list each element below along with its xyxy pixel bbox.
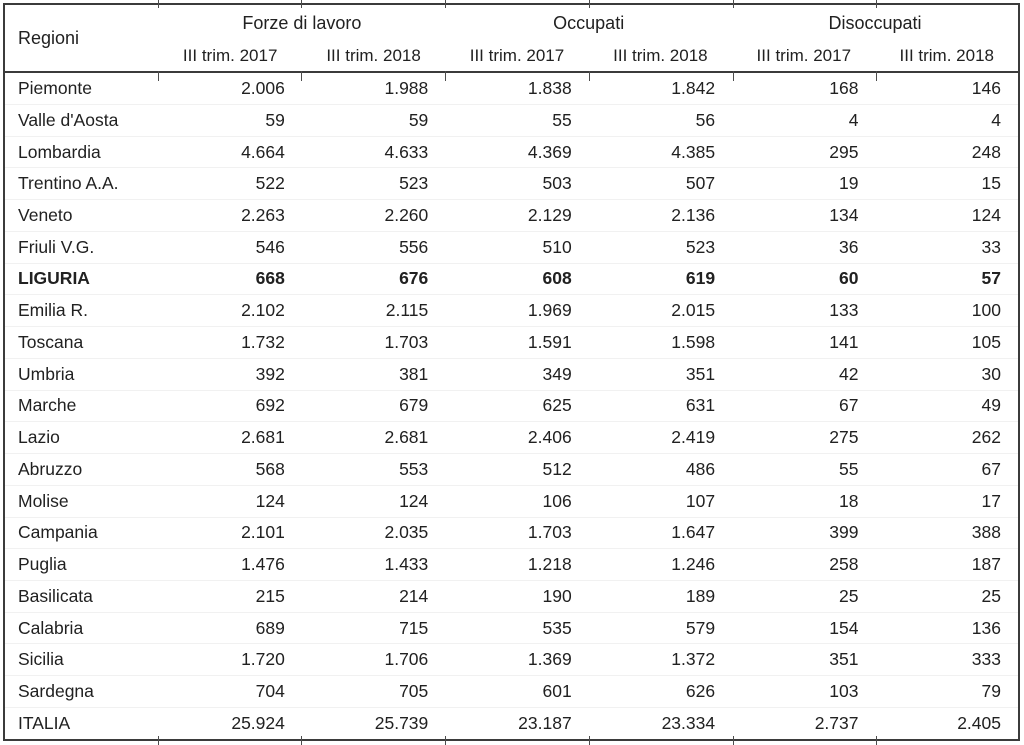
value-cell: 601 — [445, 676, 588, 708]
value-cell: 1.703 — [445, 517, 588, 549]
value-cell: 4 — [876, 104, 1020, 136]
table-row — [4, 168, 1019, 200]
region-name-cell: Toscana — [4, 327, 158, 359]
region-name-cell: Piemonte — [4, 72, 158, 104]
value-cell: 49 — [876, 390, 1020, 422]
value-cell: 133 — [732, 295, 875, 327]
gridline-stub — [301, 0, 302, 8]
gridline-stub — [445, 0, 446, 8]
value-cell: 625 — [445, 390, 588, 422]
value-cell: 146 — [876, 72, 1020, 104]
value-cell: 136 — [876, 612, 1020, 644]
value-cell: 187 — [876, 549, 1020, 581]
gridline-stub — [301, 71, 302, 81]
value-cell: 33 — [876, 231, 1020, 263]
value-cell: 134 — [732, 200, 875, 232]
value-cell: 2.681 — [302, 422, 445, 454]
value-cell: 546 — [158, 231, 301, 263]
value-cell: 30 — [876, 358, 1020, 390]
value-cell: 42 — [732, 358, 875, 390]
gridline-stub — [158, 0, 159, 8]
region-name-cell: Valle d'Aosta — [4, 104, 158, 136]
value-cell: 1.372 — [589, 644, 732, 676]
regional-labor-table — [3, 3, 1020, 741]
value-cell: 17 — [876, 485, 1020, 517]
value-cell: 2.405 — [876, 707, 1020, 740]
value-cell: 60 — [732, 263, 875, 295]
value-cell: 1.720 — [158, 644, 301, 676]
region-name-cell: ITALIA — [4, 707, 158, 740]
table-row — [4, 263, 1019, 295]
sub-header-occupati-2018: III trim. 2018 — [613, 46, 708, 65]
value-cell: 19 — [732, 168, 875, 200]
value-cell: 1.598 — [589, 327, 732, 359]
gridline-stub — [158, 736, 159, 745]
value-cell: 510 — [445, 231, 588, 263]
value-cell: 4.633 — [302, 136, 445, 168]
value-cell: 57 — [876, 263, 1020, 295]
value-cell: 351 — [732, 644, 875, 676]
value-cell: 715 — [302, 612, 445, 644]
value-cell: 381 — [302, 358, 445, 390]
value-cell: 704 — [158, 676, 301, 708]
statistics-table — [3, 3, 1020, 741]
value-cell: 705 — [302, 676, 445, 708]
region-name-cell: Friuli V.G. — [4, 231, 158, 263]
table-row — [4, 454, 1019, 486]
value-cell: 2.035 — [302, 517, 445, 549]
value-cell: 295 — [732, 136, 875, 168]
value-cell: 351 — [589, 358, 732, 390]
value-cell: 100 — [876, 295, 1020, 327]
region-name-cell: Sardegna — [4, 676, 158, 708]
value-cell: 214 — [302, 580, 445, 612]
region-name-cell: Calabria — [4, 612, 158, 644]
value-cell: 2.136 — [589, 200, 732, 232]
value-cell: 668 — [158, 263, 301, 295]
value-cell: 579 — [589, 612, 732, 644]
group-header-occupati: Occupati — [553, 12, 625, 33]
value-cell: 262 — [876, 422, 1020, 454]
value-cell: 154 — [732, 612, 875, 644]
value-cell: 626 — [589, 676, 732, 708]
region-name-cell: Umbria — [4, 358, 158, 390]
region-name-cell: Basilicata — [4, 580, 158, 612]
value-cell: 553 — [302, 454, 445, 486]
value-cell: 523 — [589, 231, 732, 263]
value-cell: 631 — [589, 390, 732, 422]
value-cell: 79 — [876, 676, 1020, 708]
table-row — [4, 136, 1019, 168]
value-cell: 689 — [158, 612, 301, 644]
region-name-cell: Lazio — [4, 422, 158, 454]
sub-header-forze-2017: III trim. 2017 — [182, 46, 278, 65]
value-cell: 523 — [302, 168, 445, 200]
value-cell: 1.591 — [445, 327, 588, 359]
region-name-cell: Abruzzo — [4, 454, 158, 486]
value-cell: 2.406 — [445, 422, 588, 454]
value-cell: 18 — [732, 485, 875, 517]
value-cell: 1.706 — [302, 644, 445, 676]
value-cell: 258 — [732, 549, 875, 581]
group-header-disoccupati: Disoccupati — [828, 12, 922, 33]
sub-header-disoccupati-2018: III trim. 2018 — [899, 46, 994, 65]
table-row — [4, 422, 1019, 454]
group-header-row — [4, 4, 1019, 41]
value-cell: 23.187 — [445, 707, 588, 740]
value-cell: 55 — [445, 104, 588, 136]
value-cell: 275 — [732, 422, 875, 454]
value-cell: 55 — [732, 454, 875, 486]
region-name-cell: LIGURIA — [4, 263, 158, 295]
value-cell: 4.369 — [445, 136, 588, 168]
value-cell: 25 — [876, 580, 1020, 612]
value-cell: 2.737 — [732, 707, 875, 740]
value-cell: 67 — [876, 454, 1020, 486]
value-cell: 4.385 — [589, 136, 732, 168]
value-cell: 349 — [445, 358, 588, 390]
value-cell: 1.246 — [589, 549, 732, 581]
value-cell: 25 — [732, 580, 875, 612]
gridline-stub — [876, 0, 877, 8]
value-cell: 2.681 — [158, 422, 301, 454]
value-cell: 619 — [589, 263, 732, 295]
value-cell: 1.988 — [302, 72, 445, 104]
gridline-stub — [876, 71, 877, 81]
value-cell: 59 — [158, 104, 301, 136]
value-cell: 333 — [876, 644, 1020, 676]
gridline-stub — [733, 71, 734, 81]
value-cell: 248 — [876, 136, 1020, 168]
value-cell: 679 — [302, 390, 445, 422]
table-row — [4, 580, 1019, 612]
value-cell: 676 — [302, 263, 445, 295]
table-row — [4, 104, 1019, 136]
value-cell: 2.006 — [158, 72, 301, 104]
value-cell: 4 — [732, 104, 875, 136]
region-name-cell: Campania — [4, 517, 158, 549]
region-name-cell: Veneto — [4, 200, 158, 232]
table-row — [4, 549, 1019, 581]
value-cell: 1.838 — [445, 72, 588, 104]
value-cell: 59 — [302, 104, 445, 136]
value-cell: 2.102 — [158, 295, 301, 327]
table-row — [4, 358, 1019, 390]
value-cell: 556 — [302, 231, 445, 263]
value-cell: 392 — [158, 358, 301, 390]
value-cell: 107 — [589, 485, 732, 517]
table-row — [4, 231, 1019, 263]
value-cell: 2.260 — [302, 200, 445, 232]
value-cell: 36 — [732, 231, 875, 263]
gridline-stub — [589, 736, 590, 745]
gridline-stub — [733, 736, 734, 745]
gridline-stub — [733, 0, 734, 8]
sub-header-forze-2018: III trim. 2018 — [326, 46, 421, 65]
value-cell: 1.969 — [445, 295, 588, 327]
value-cell: 507 — [589, 168, 732, 200]
value-cell: 190 — [445, 580, 588, 612]
column-header-regioni: Regioni — [18, 27, 80, 48]
value-cell: 399 — [732, 517, 875, 549]
value-cell: 103 — [732, 676, 875, 708]
value-cell: 2.115 — [302, 295, 445, 327]
value-cell: 522 — [158, 168, 301, 200]
value-cell: 25.739 — [302, 707, 445, 740]
region-name-cell: Trentino A.A. — [4, 168, 158, 200]
sub-header-occupati-2017: III trim. 2017 — [469, 46, 565, 65]
value-cell: 1.369 — [445, 644, 588, 676]
gridline-stub — [876, 736, 877, 745]
table-row — [4, 612, 1019, 644]
gridline-stub — [158, 71, 159, 81]
region-name-cell: Lombardia — [4, 136, 158, 168]
value-cell: 105 — [876, 327, 1020, 359]
table-row — [4, 485, 1019, 517]
region-name-cell: Emilia R. — [4, 295, 158, 327]
value-cell: 535 — [445, 612, 588, 644]
table-row — [4, 707, 1019, 740]
value-cell: 486 — [589, 454, 732, 486]
value-cell: 124 — [876, 200, 1020, 232]
gridline-stub — [445, 736, 446, 745]
value-cell: 512 — [445, 454, 588, 486]
table-row — [4, 517, 1019, 549]
value-cell: 1.433 — [302, 549, 445, 581]
value-cell: 1.842 — [589, 72, 732, 104]
table-row — [4, 676, 1019, 708]
gridline-stub — [589, 0, 590, 8]
sub-header-disoccupati-2017: III trim. 2017 — [756, 46, 852, 65]
value-cell: 2.129 — [445, 200, 588, 232]
value-cell: 2.419 — [589, 422, 732, 454]
table-row — [4, 327, 1019, 359]
value-cell: 568 — [158, 454, 301, 486]
value-cell: 141 — [732, 327, 875, 359]
value-cell: 23.334 — [589, 707, 732, 740]
region-name-cell: Puglia — [4, 549, 158, 581]
value-cell: 503 — [445, 168, 588, 200]
value-cell: 67 — [732, 390, 875, 422]
value-cell: 215 — [158, 580, 301, 612]
value-cell: 1.647 — [589, 517, 732, 549]
gridline-stub — [445, 71, 446, 81]
value-cell: 1.703 — [302, 327, 445, 359]
value-cell: 15 — [876, 168, 1020, 200]
table-body — [4, 72, 1019, 740]
value-cell: 1.476 — [158, 549, 301, 581]
table-header — [4, 4, 1019, 72]
value-cell: 608 — [445, 263, 588, 295]
value-cell: 2.101 — [158, 517, 301, 549]
gridline-stub — [301, 736, 302, 745]
value-cell: 168 — [732, 72, 875, 104]
value-cell: 1.218 — [445, 549, 588, 581]
value-cell: 1.732 — [158, 327, 301, 359]
table-row — [4, 200, 1019, 232]
value-cell: 2.015 — [589, 295, 732, 327]
value-cell: 4.664 — [158, 136, 301, 168]
table-row — [4, 295, 1019, 327]
value-cell: 2.263 — [158, 200, 301, 232]
value-cell: 124 — [302, 485, 445, 517]
region-name-cell: Sicilia — [4, 644, 158, 676]
table-row — [4, 72, 1019, 104]
table-row — [4, 390, 1019, 422]
table-row — [4, 644, 1019, 676]
region-name-cell: Marche — [4, 390, 158, 422]
gridline-stub — [589, 71, 590, 81]
region-name-cell: Molise — [4, 485, 158, 517]
value-cell: 388 — [876, 517, 1020, 549]
group-header-forze-di-lavoro: Forze di lavoro — [242, 12, 362, 33]
value-cell: 124 — [158, 485, 301, 517]
value-cell: 56 — [589, 104, 732, 136]
value-cell: 692 — [158, 390, 301, 422]
value-cell: 189 — [589, 580, 732, 612]
value-cell: 25.924 — [158, 707, 301, 740]
value-cell: 106 — [445, 485, 588, 517]
